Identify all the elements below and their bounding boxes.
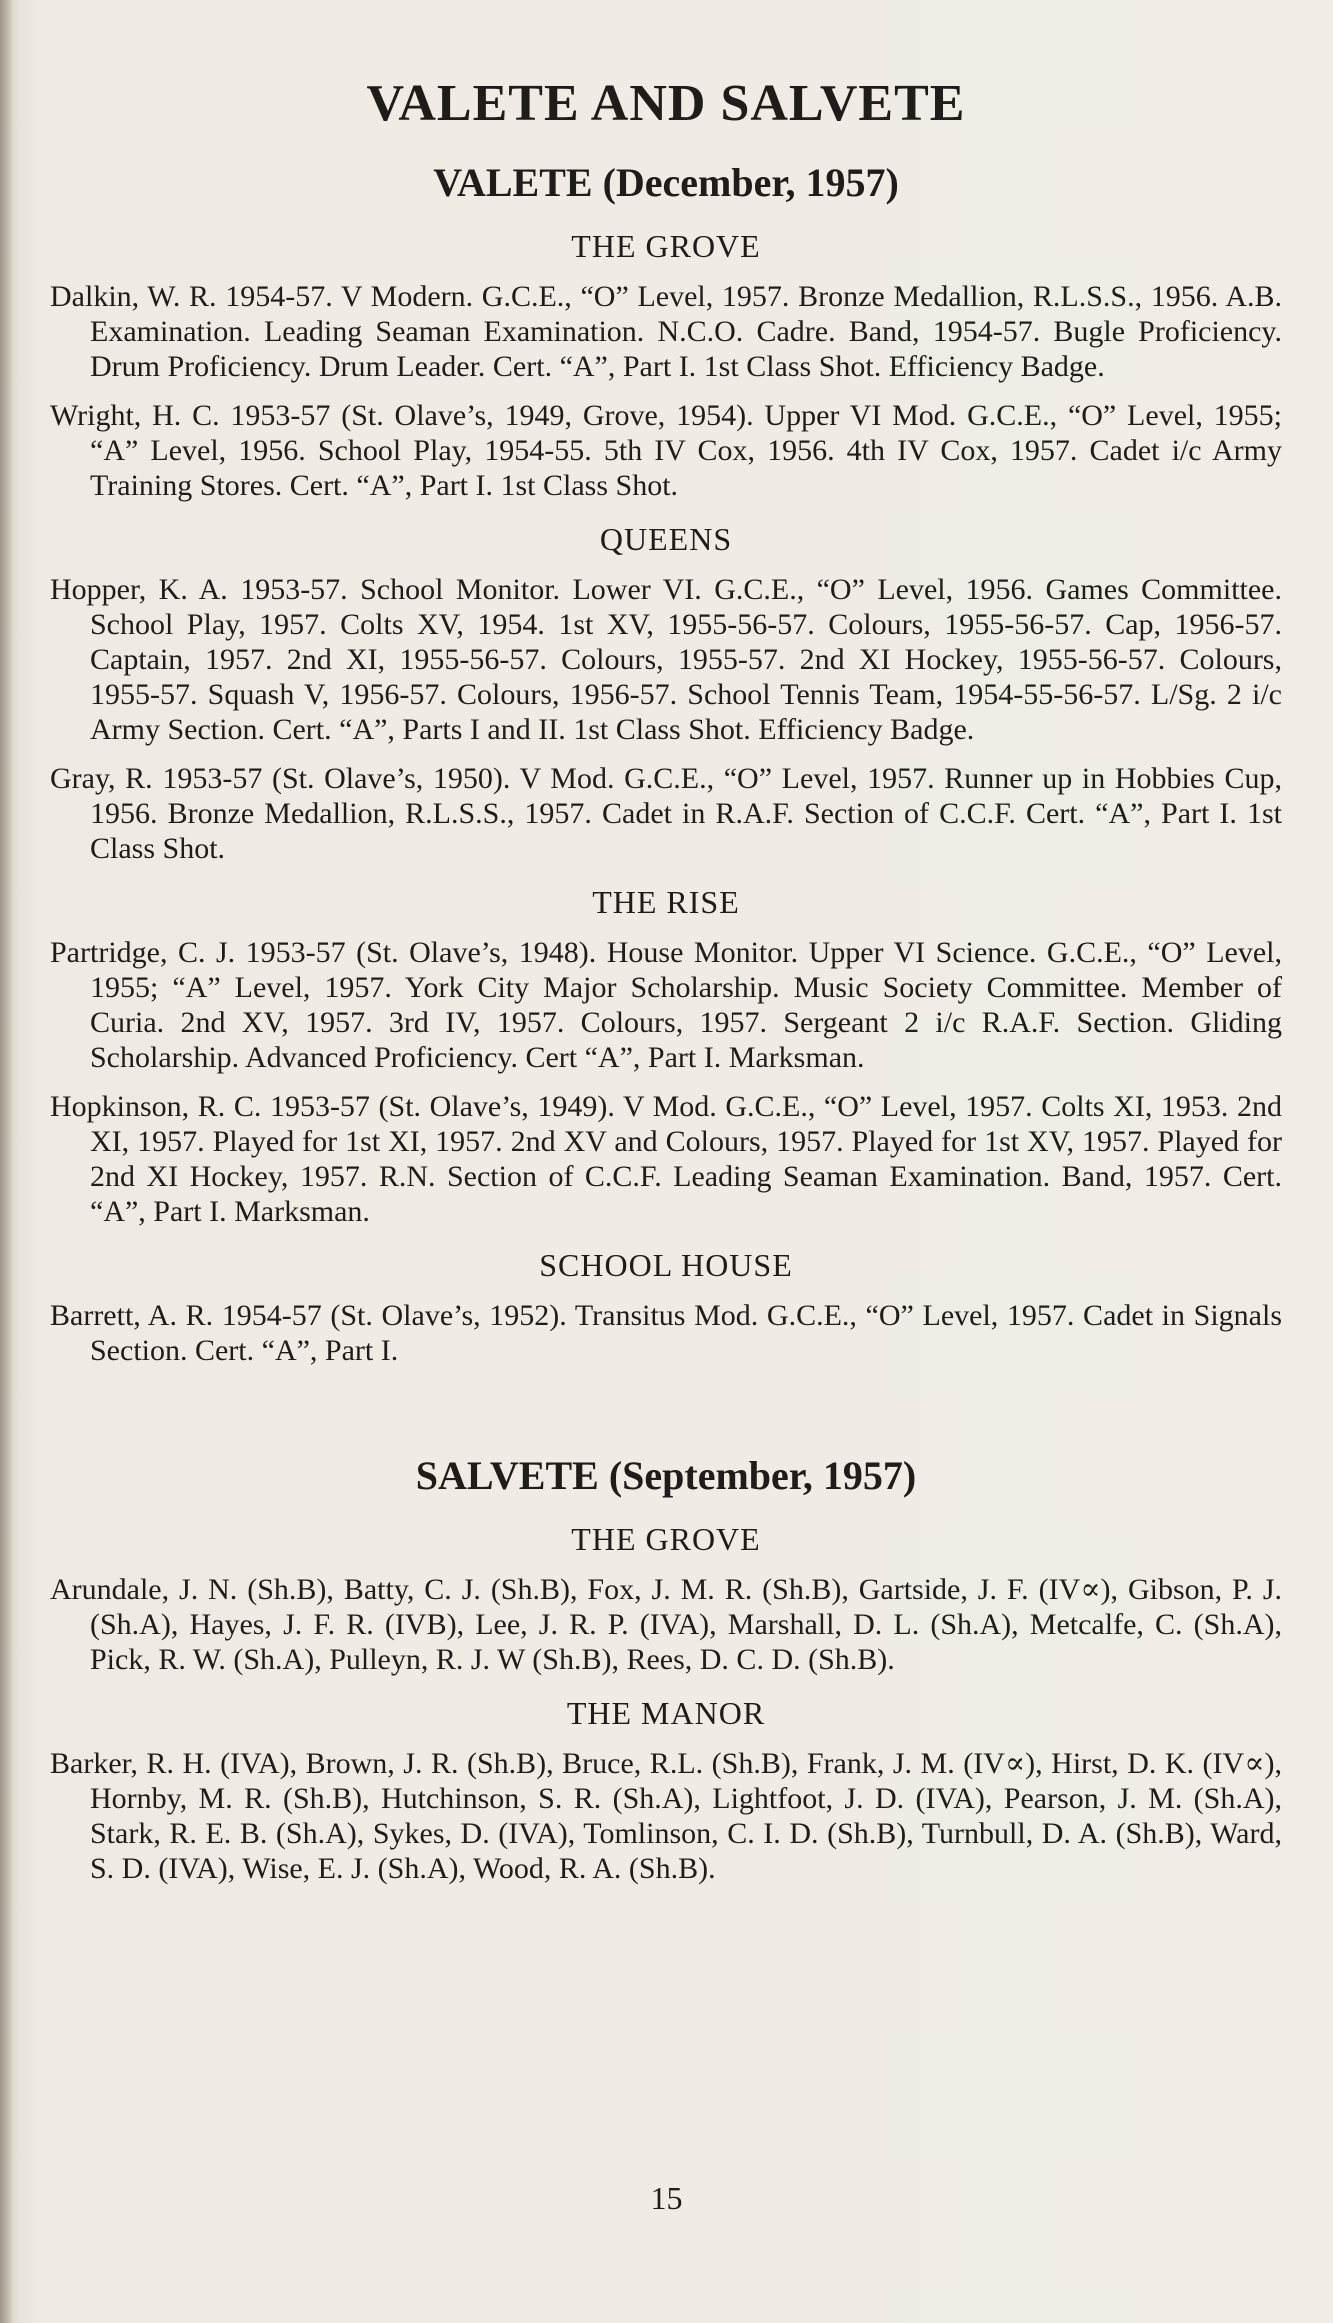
entry-barrett: Barrett, A. R. 1954-57 (St. Olave’s, 1952). Transitus Mod. G.C.E., “O” Level, 1957. Cadet in Signals Section. Cert. “A”, Part I. [50,1299,1282,1367]
page-title: VALETE AND SALVETE [366,75,966,132]
house-heading: SCHOOL HOUSE [539,1247,793,1283]
house-block-grove-salvete [50,1521,1282,1677]
valete-section [50,159,1282,1368]
house-block-school-house [50,1247,1282,1368]
house-block-manor [50,1695,1282,1886]
house-block-grove [50,228,1282,503]
house-heading: THE GROVE [571,228,761,264]
page-binding-shadow [0,0,12,2323]
entry-grove-list: Arundale, J. N. (Sh.B), Batty, C. J. (Sh.B), Fox, J. M. R. (Sh.B), Gartside, J. F. (IV∝), Gibson, P. J. (Sh.A), Hayes, J. F. R. (IVB), Lee, J. R. P. (IVA), Marshall, D. L. (Sh.A), Metcalfe, C. (Sh.A), Pick, R. W. (Sh.A), Pulleyn, R. J. W (Sh.B), Rees, D. C. D. (Sh.B). [50,1573,1282,1676]
page-number: 15 [650,2180,683,2216]
house-heading: THE RISE [592,884,740,920]
house-block-queens [50,521,1282,866]
entry-partridge: Partridge, C. J. 1953-57 (St. Olave’s, 1948). House Monitor. Upper VI Science. G.C.E., “O” Level, 1955; “A” Level, 1957. York City Major Scholarship. Music Society Committee. Member of Curia. 2nd XV, 1957. 3rd IV, 1957. Colours, 1957. Sergeant 2 i/c R.A.F. Section. Gliding Scholarship. Advanced Proficiency. Cert “A”, Part I. Marksman. [50,936,1282,1074]
entry-gray: Gray, R. 1953-57 (St. Olave’s, 1950). V Mod. G.C.E., “O” Level, 1957. Runner up in Hobbies Cup, 1956. Bronze Medallion, R.L.S.S., 1957. Cadet in R.A.F. Section of C.C.F. Cert. “A”, Part I. 1st Class Shot. [50,762,1282,865]
entry-dalkin: Dalkin, W. R. 1954-57. V Modern. G.C.E., “O” Level, 1957. Bronze Medallion, R.L.S.S., 1956. A.B. Examination. Leading Seaman Examination. N.C.O. Cadre. Band, 1954-57. Bugle Proficiency. Drum Proficiency. Drum Leader. Cert. “A”, Part I. 1st Class Shot. Efficiency Badge. [50,280,1282,383]
house-heading: THE GROVE [571,1521,761,1557]
house-heading: THE MANOR [566,1695,766,1731]
section-spacer [50,1382,1282,1452]
entry-manor-list: Barker, R. H. (IVA), Brown, J. R. (Sh.B), Bruce, R.L. (Sh.B), Frank, J. M. (IV∝), Hirst, D. K. (IV∝), Hornby, M. R. (Sh.B), Hutchinson, S. R. (Sh.A), Lightfoot, J. D. (IVA), Pearson, J. M. (Sh.A), Stark, R. E. B. (Sh.A), Sykes, D. (IVA), Tomlinson, C. I. D. (Sh.B), Turnbull, D. A. (Sh.B), Ward, S. D. (IVA), Wise, E. J. (Sh.A), Wood, R. A. (Sh.B). [50,1747,1282,1885]
house-block-rise [50,884,1282,1229]
house-heading: QUEENS [599,521,733,557]
salvete-section [50,1452,1282,1886]
entry-hopkinson: Hopkinson, R. C. 1953-57 (St. Olave’s, 1949). V Mod. G.C.E., “O” Level, 1957. Colts XI, 1953. 2nd XI, 1957. Played for 1st XI, 1957. 2nd XV and Colours, 1957. Played for 1st XV, 1957. Played for 2nd XI Hockey, 1957. R.N. Section of C.C.F. Leading Seaman Examination. Band, 1957. Cert. “A”, Part I. Marksman. [50,1090,1282,1228]
content [50,74,1282,1900]
entry-hopper: Hopper, K. A. 1953-57. School Monitor. Lower VI. G.C.E., “O” Level, 1956. Games Committee. School Play, 1957. Colts XV, 1954. 1st XV, 1955-56-57. Colours, 1955-56-57. Cap, 1956-57. Captain, 1957. 2nd XI, 1955-56-57. Colours, 1955-57. 2nd XI Hockey, 1955-56-57. Colours, 1955-57. Squash V, 1956-57. Colours, 1956-57. School Tennis Team, 1954-55-56-57. L/Sg. 2 i/c Army Section. Cert. “A”, Parts I and II. 1st Class Shot. Efficiency Badge. [50,573,1282,746]
entry-wright: Wright, H. C. 1953-57 (St. Olave’s, 1949, Grove, 1954). Upper VI Mod. G.C.E., “O” Level, 1955; “A” Level, 1956. School Play, 1954-55. 5th IV Cox, 1956. 4th IV Cox, 1957. Cadet i/c Army Training Stores. Cert. “A”, Part I. 1st Class Shot. [50,399,1282,502]
valete-heading: VALETE (December, 1957) [433,160,899,205]
salvete-heading: SALVETE (September, 1957) [415,1453,917,1498]
